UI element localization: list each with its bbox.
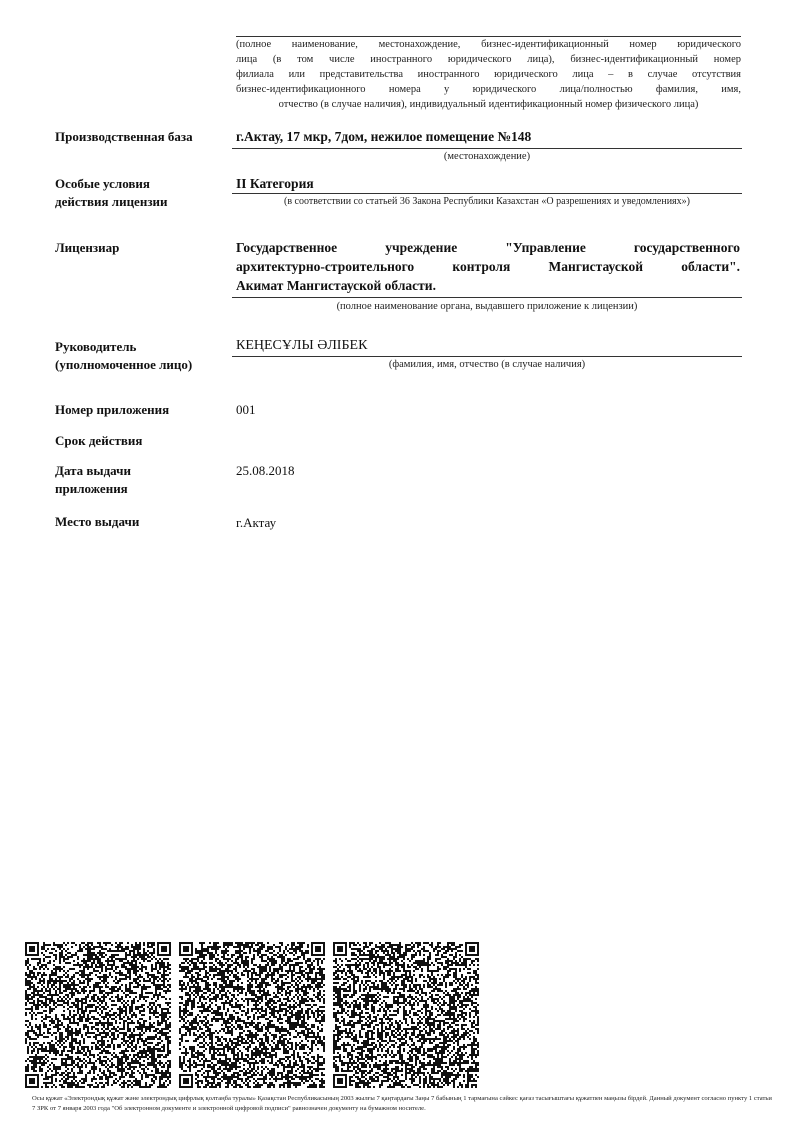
- qr-code: [25, 942, 171, 1088]
- appendix-number-label: Номер приложения: [55, 402, 170, 417]
- production-base-value: г.Актау, 17 мкр, 7дом, нежилое помещение №148: [236, 129, 532, 144]
- special-conditions-value: II Категория: [236, 176, 314, 191]
- issue-date-value: 25.08.2018: [236, 463, 295, 478]
- issue-date-label-line1: Дата выдачи: [55, 463, 131, 478]
- special-conditions-hint: (в соответствии со статьей 36 Закона Республики Казахстан «О разрешениях и уведомлениях»): [284, 196, 690, 207]
- appendix-number-value: 001: [236, 402, 256, 417]
- qr-code: [179, 942, 325, 1088]
- head-value: КЕҢЕСҰЛЫ ӘЛІБЕК: [236, 338, 368, 353]
- licensor-value-line2: архитектурно-строительного контроля Мангистауской области".: [236, 259, 740, 274]
- issue-date-label: [55, 462, 131, 498]
- footer-legal-text: [32, 1094, 772, 1113]
- special-conditions-label-line1: Особые условия: [55, 176, 150, 191]
- header-note-line: отчество (в случае наличия), индивидуальный идентификационный номер физического лица): [278, 99, 699, 110]
- licensor-value-line3: Акимат Мангистауской области.: [236, 278, 436, 293]
- licensor-value-line1: Государственное учреждение "Управление государственного: [236, 240, 740, 255]
- production-base-label: Производственная база: [55, 129, 193, 144]
- special-conditions-label-line2: действия лицензии: [55, 194, 168, 209]
- licensor-label: Лицензиар: [55, 240, 120, 255]
- head-label-line1: Руководитель: [55, 339, 137, 354]
- licensor-rule: [232, 297, 742, 298]
- head-label-line2: (уполномоченное лицо): [55, 357, 193, 372]
- validity-label: Срок действия: [55, 433, 143, 448]
- licensor-value: [236, 238, 740, 295]
- qr-code: [333, 942, 479, 1088]
- head-label: [55, 338, 192, 374]
- header-note: [236, 36, 741, 112]
- footer-line1: Осы құжат «Электрондық құжат және электрондық цифрлық қолтаңба туралы» Қазақстан Республикасының 2003 жылғы 7 қаңтардағы Заңы 7 бабының 1 тармағына сәйкес қағаз тасығыштағы құжатпен маңызы бірдей. Данный документ согласно пункту 1 статьи 7 ЗРК от 7 января 2003 года "Об электронном документе и электронной цифровой подписи" равнозначен документу на бумажном носителе.: [32, 1095, 772, 1112]
- special-conditions-label: [55, 175, 168, 211]
- issue-place-label: Место выдачи: [55, 514, 140, 529]
- header-note-line: лица (в том числе иностранного юридического лица), бизнес-идентификационный номер: [236, 54, 741, 65]
- head-hint: (фамилия, имя, отчество (в случае наличия): [388, 359, 586, 370]
- header-note-line: филиала или представительства иностранного юридического лица – в случае отсутствия: [236, 69, 741, 80]
- header-note-line: (полное наименование, местонахождение, бизнес-идентификационный номер юридического: [236, 39, 741, 50]
- issue-date-label-line2: приложения: [55, 481, 128, 496]
- issue-place-value: г.Актау: [236, 515, 277, 530]
- licensor-hint: (полное наименование органа, выдавшего приложение к лицензии): [336, 301, 638, 312]
- header-note-line: бизнес-идентификационного номера у юридического лица/полностью фамилия, имя,: [236, 84, 741, 95]
- production-base-hint: (местонахождение): [443, 151, 531, 162]
